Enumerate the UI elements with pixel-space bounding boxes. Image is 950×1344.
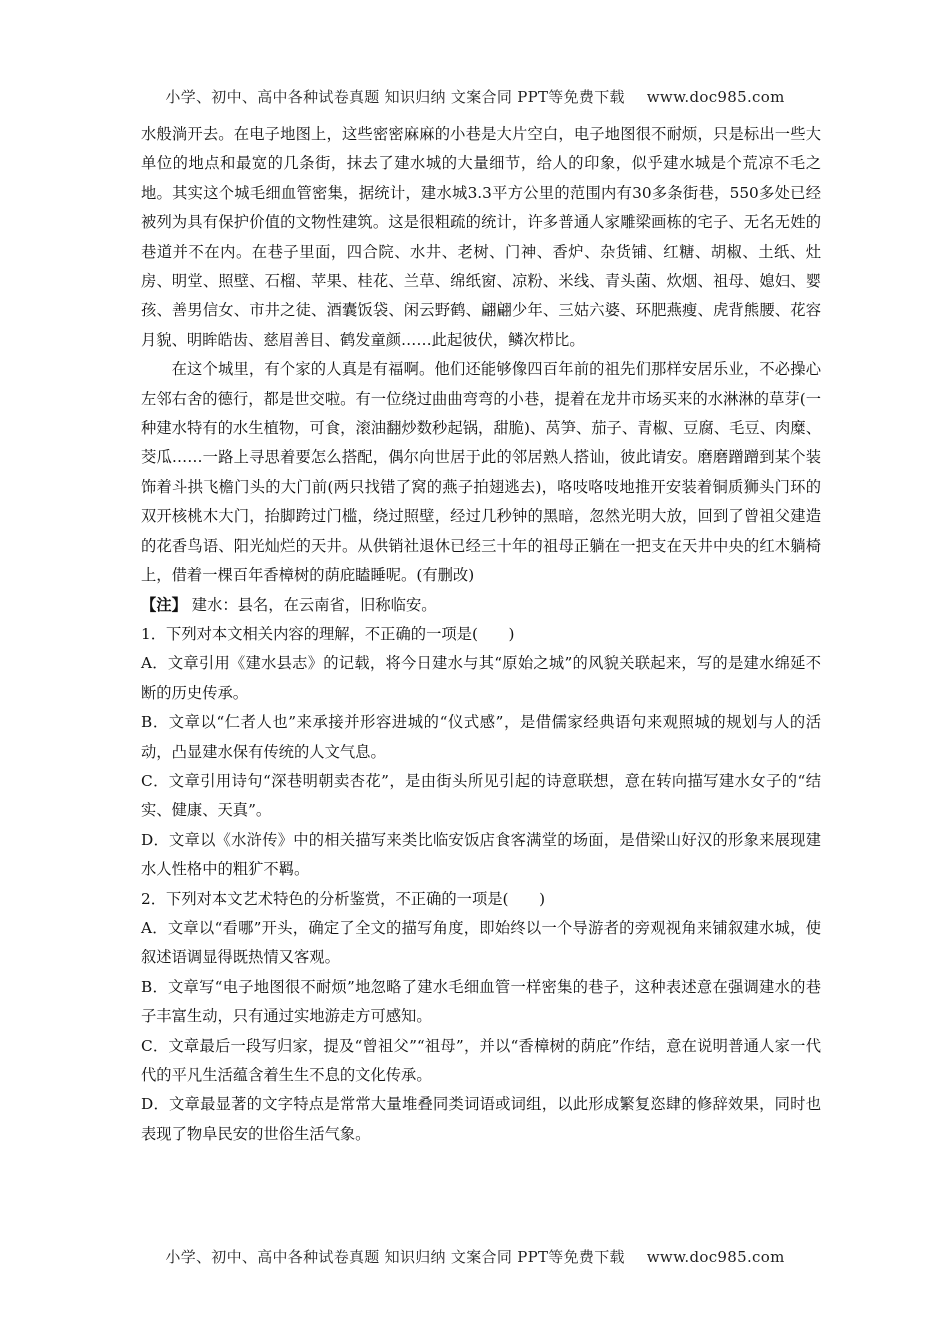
question-1-option-a: A．文章引用《建水县志》的记载，将今日建水与其“原始之城”的风貌关联起来，写的是建水绵延不断的历史传承。: [141, 654, 821, 702]
header-url[interactable]: www.doc985.com: [646, 88, 785, 106]
question-1-option-b: B．文章以“仁者人也”来承接并形容进城的“仪式感”，是借儒家经典语句来观照城的规划与人的活动，凸显建水保有传统的人文气息。: [141, 713, 821, 761]
note-text: 建水：县名，在云南省，旧称临安。: [191, 595, 437, 614]
question-1-option-c: C．文章引用诗句“深巷明朝卖杏花”，是由街头所见引起的诗意联想，意在转向描写建水女子的“结实、健康、天真”。: [141, 771, 821, 820]
question-2-option-b: B．文章写“电子地图很不耐烦”地忽略了建水毛细血管一样密集的巷子，这种表述意在强调建水的巷子丰富生动，只有通过实地游走方可感知。: [141, 977, 821, 1026]
question-2-option-d: D．文章最显著的文字特点是常常大量堆叠同类词语或词组，以此形成繁复恣肆的修辞效果，同时也表现了物阜民安的世俗生活气象。: [141, 1095, 821, 1143]
note-label: 【注】: [141, 595, 187, 614]
question-1-stem: 1．下列对本文相关内容的理解，不正确的一项是( ): [141, 624, 515, 643]
header-text: 小学、初中、高中各种试卷真题 知识归纳 文案合同 PPT等免费下载: [165, 88, 625, 106]
question-2-option-c: C．文章最后一段写归家，提及“曾祖父”“祖母”，并以“香樟树的荫庇”作结，意在说明普通人家一代代的平凡生活蕴含着生生不息的文化传承。: [141, 1036, 821, 1084]
passage-paragraph-1: 水般淌开去。在电子地图上，这些密密麻麻的小巷是大片空白，电子地图很不耐烦，只是标出一些大单位的地点和最宽的几条街，抹去了建水城的大量细节，给人的印象，似乎建水城是个荒凉不毛之地。其实这个城毛细血管密集，据统计，建水城3.3平方公里的范围内有30多条街巷，550多处已经被列为具有保护价值的文物性建筑。这是很粗疏的统计，许多普通人家雕梁画栋的宅子、无名无姓的巷道并不在内。在巷子里面，四合院、水井、老树、门神、香炉、杂货铺、红糖、胡椒、土纸、灶房、明堂、照壁、石榴、苹果、桂花、兰草、绵纸窗、凉粉、米线、青头菌、炊烟、祖母、媳妇、婴孩、善男信女、市井之徒、酒囊饭袋、闲云野鹤、翩翩少年、三姑六婆、环肥燕瘦、虎背熊腰、花容月貌、明眸皓齿、慈眉善目、鹤发童颜……此起彼伏，鳞次栉比。: [141, 125, 821, 349]
question-2-option-a: A．文章以“看哪”开头，确定了全文的描写角度，即始终以一个导游者的旁观视角来铺叙建水城，使叙述语调显得既热情又客观。: [141, 918, 821, 967]
document-body: [141, 120, 821, 1149]
footer-url[interactable]: www.doc985.com: [646, 1248, 785, 1266]
passage-paragraph-2: 在这个城里，有个家的人真是有福啊。他们还能够像四百年前的祖先们那样安居乐业，不必操心左邻右舍的德行，都是世交啦。有一位绕过曲曲弯弯的小巷，提着在龙井市场买来的水淋淋的草芽(一种建水特有的水生植物，可食，滚油翻炒数秒起锅，甜脆)、莴笋、茄子、青椒、豆腐、毛豆、肉糜、茭瓜……一路上寻思着要怎么搭配，偶尔向世居于此的邻居熟人搭讪，彼此请安。磨磨蹭蹭到某个装饰着斗拱飞檐门头的大门前(两只找错了窝的燕子拍翅逃去)，咯吱咯吱地推开安装着铜质狮头门环的双开核桃木大门，抬脚跨过门槛，绕过照壁，经过几秒钟的黑暗，忽然光明大放，回到了曾祖父建造的花香鸟语、阳光灿烂的天井。从供销社退休已经三十年的祖母正躺在一把支在天井中央的红木躺椅上，借着一棵百年香樟树的荫庇瞌睡呢。(有删改): [141, 360, 821, 585]
page-header: [0, 86, 950, 107]
question-2-stem: 2．下列对本文艺术特色的分析鉴赏，不正确的一项是( ): [141, 889, 546, 908]
page-footer: [0, 1246, 950, 1267]
question-1-option-d: D．文章以《水浒传》中的相关描写来类比临安饭店食客满堂的场面，是借梁山好汉的形象来展现建水人性格中的粗犷不羁。: [141, 830, 821, 879]
footer-text: 小学、初中、高中各种试卷真题 知识归纳 文案合同 PPT等免费下载: [165, 1248, 625, 1266]
passage-note: [141, 591, 821, 620]
